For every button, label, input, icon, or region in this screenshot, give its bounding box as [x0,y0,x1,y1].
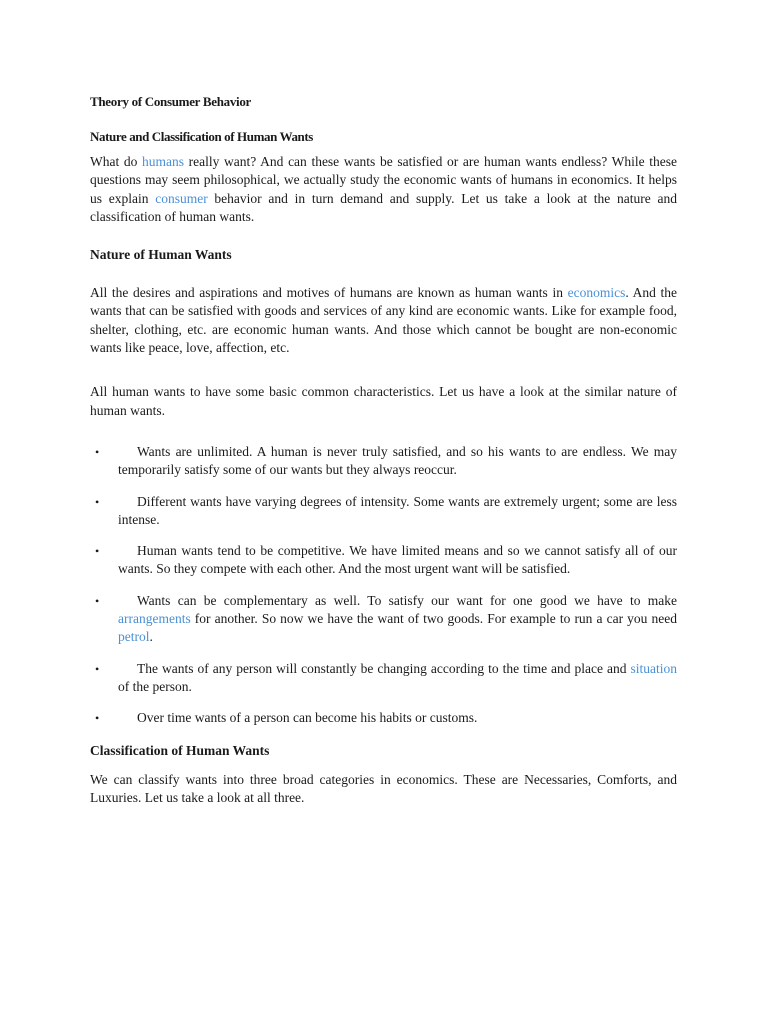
bullet-icon: • [95,444,100,459]
nature-heading: Nature of Human Wants [90,247,232,263]
bullet-icon: • [95,711,100,726]
consumer-link[interactable]: consumer [155,190,208,206]
classification-paragraph: We can classify wants into three broad categories in economics. These are Necessaries, Comforts, and Luxuries. Let us take a look at all three. [90,771,677,805]
list-item [90,443,677,480]
list-item-text: Wants can be complementary as well. To satisfy our want for one good we have to make [137,592,677,608]
intro-text-2: really want? And can these wants be satisfied or are human wants endless? While these questions may seem philosophical, we actually study the economic wants of humans in economics. It helps us explain [90,154,677,206]
list-item [90,709,677,727]
list-item [90,542,677,579]
nature-text-2: . And the wants that can be satisfied with goods and services of any kind are economic wants. Like for example food, shelter, clothing, etc. are economic human wants. And those which cannot be bought are non-economic wants like peace, love, affection, etc. [90,285,677,356]
bullet-icon: • [95,661,100,676]
classification-heading: Classification of Human Wants [90,742,270,758]
situation-link[interactable]: situation [630,660,677,676]
bullet-icon: • [95,544,100,559]
list-item [90,493,677,530]
list-item-text: of the person. [118,678,192,694]
intro-paragraph [90,153,677,226]
bullet-icon: • [95,593,100,608]
list-item-text: Different wants have varying degrees of intensity. Some wants are extremely urgent; some are less intense. [118,493,677,527]
intro-text-1: What do [90,154,143,169]
list-item-text: The wants of any person will constantly be changing according to the time and place and [137,660,631,676]
list-item [90,592,677,647]
humans-link[interactable]: humans [142,154,185,169]
nature-text-1: All the desires and aspirations and motives of humans are known as human wants in [90,285,568,301]
document-page [90,92,677,807]
arrangements-link[interactable]: arrangements [118,611,191,627]
list-item [90,660,677,697]
nature-paragraph-1 [90,284,677,357]
list-item-text: Wants are unlimited. A human is never truly satisfied, and so his wants to are endless. We may temporarily satisfy some of our wants but they always reoccur. [118,443,677,478]
petrol-link[interactable]: petrol [118,629,150,645]
section-subtitle: Nature and Classification of Human Wants [90,129,313,144]
list-item-text: Human wants tend to be competitive. We have limited means and so we cannot satisfy all of our wants. So they compete with each other. And the most urgent want will be satisfied. [118,543,677,577]
document-title: Theory of Consumer Behavior [90,94,252,109]
list-item-text: . [149,629,153,645]
nature-paragraph-2: All human wants to have some basic common characteristics. Let us have a look at the similar nature of human wants. [90,384,677,418]
intro-text-3: behavior and in turn demand and supply. Let us take a look at the nature and classification of human wants. [90,190,677,224]
bullet-icon: • [95,494,100,509]
economics-link[interactable]: economics [567,285,626,301]
wants-list [90,443,677,728]
list-item-text: Over time wants of a person can become his habits or customs. [137,710,478,726]
list-item-text: for another. So now we have the want of two goods. For example to run a car you need [190,611,677,627]
